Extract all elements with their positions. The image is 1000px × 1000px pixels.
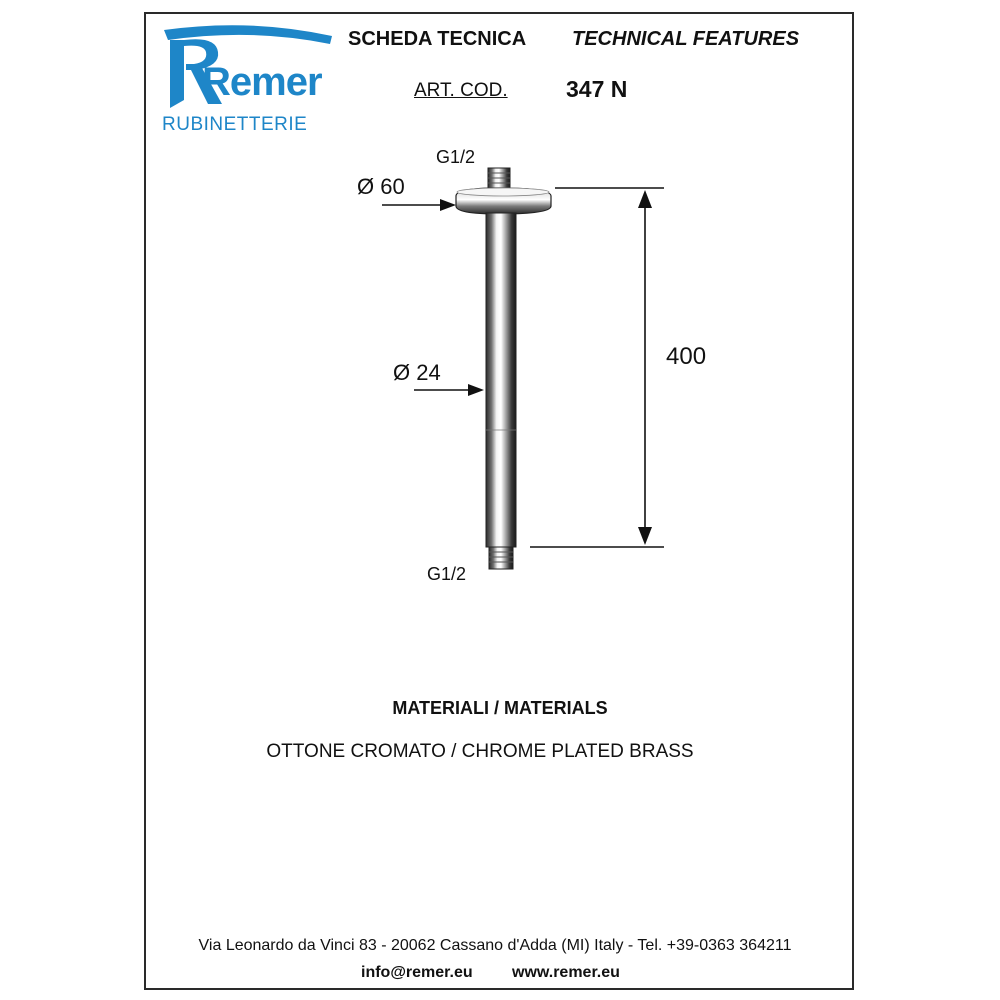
- top-thread: [488, 168, 510, 190]
- article-code-label: ART. COD.: [414, 80, 508, 101]
- flange-disc: [456, 188, 551, 214]
- bottom-thread-label: G1/2: [427, 564, 467, 584]
- tube: [486, 213, 516, 547]
- brand-subtitle: RUBINETTERIE: [162, 114, 308, 135]
- flange-diameter-label: Ø 60: [357, 174, 405, 199]
- flange-diameter-arrow: [382, 199, 456, 211]
- email-link[interactable]: info@remer.eu: [361, 964, 473, 981]
- length-dimension: [530, 188, 664, 547]
- materials-value: OTTONE CROMATO / CHROME PLATED BRASS: [266, 741, 694, 762]
- title-english: TECHNICAL FEATURES: [572, 28, 800, 50]
- materials-title: MATERIALI / MATERIALS: [392, 698, 608, 718]
- article-code-value: 347 N: [566, 76, 628, 102]
- title-italian: SCHEDA TECNICA: [348, 28, 527, 50]
- website-link[interactable]: www.remer.eu: [512, 964, 620, 981]
- footer-address: Via Leonardo da Vinci 83 - 20062 Cassano d'Adda (MI) Italy - Tel. +39-0363 364211: [198, 937, 792, 954]
- top-thread-label: G1/2: [436, 147, 476, 167]
- tube-diameter-label: Ø 24: [393, 360, 441, 385]
- length-label: 400: [666, 343, 707, 370]
- brand-name: Remer: [202, 60, 322, 104]
- bottom-thread: [489, 547, 513, 569]
